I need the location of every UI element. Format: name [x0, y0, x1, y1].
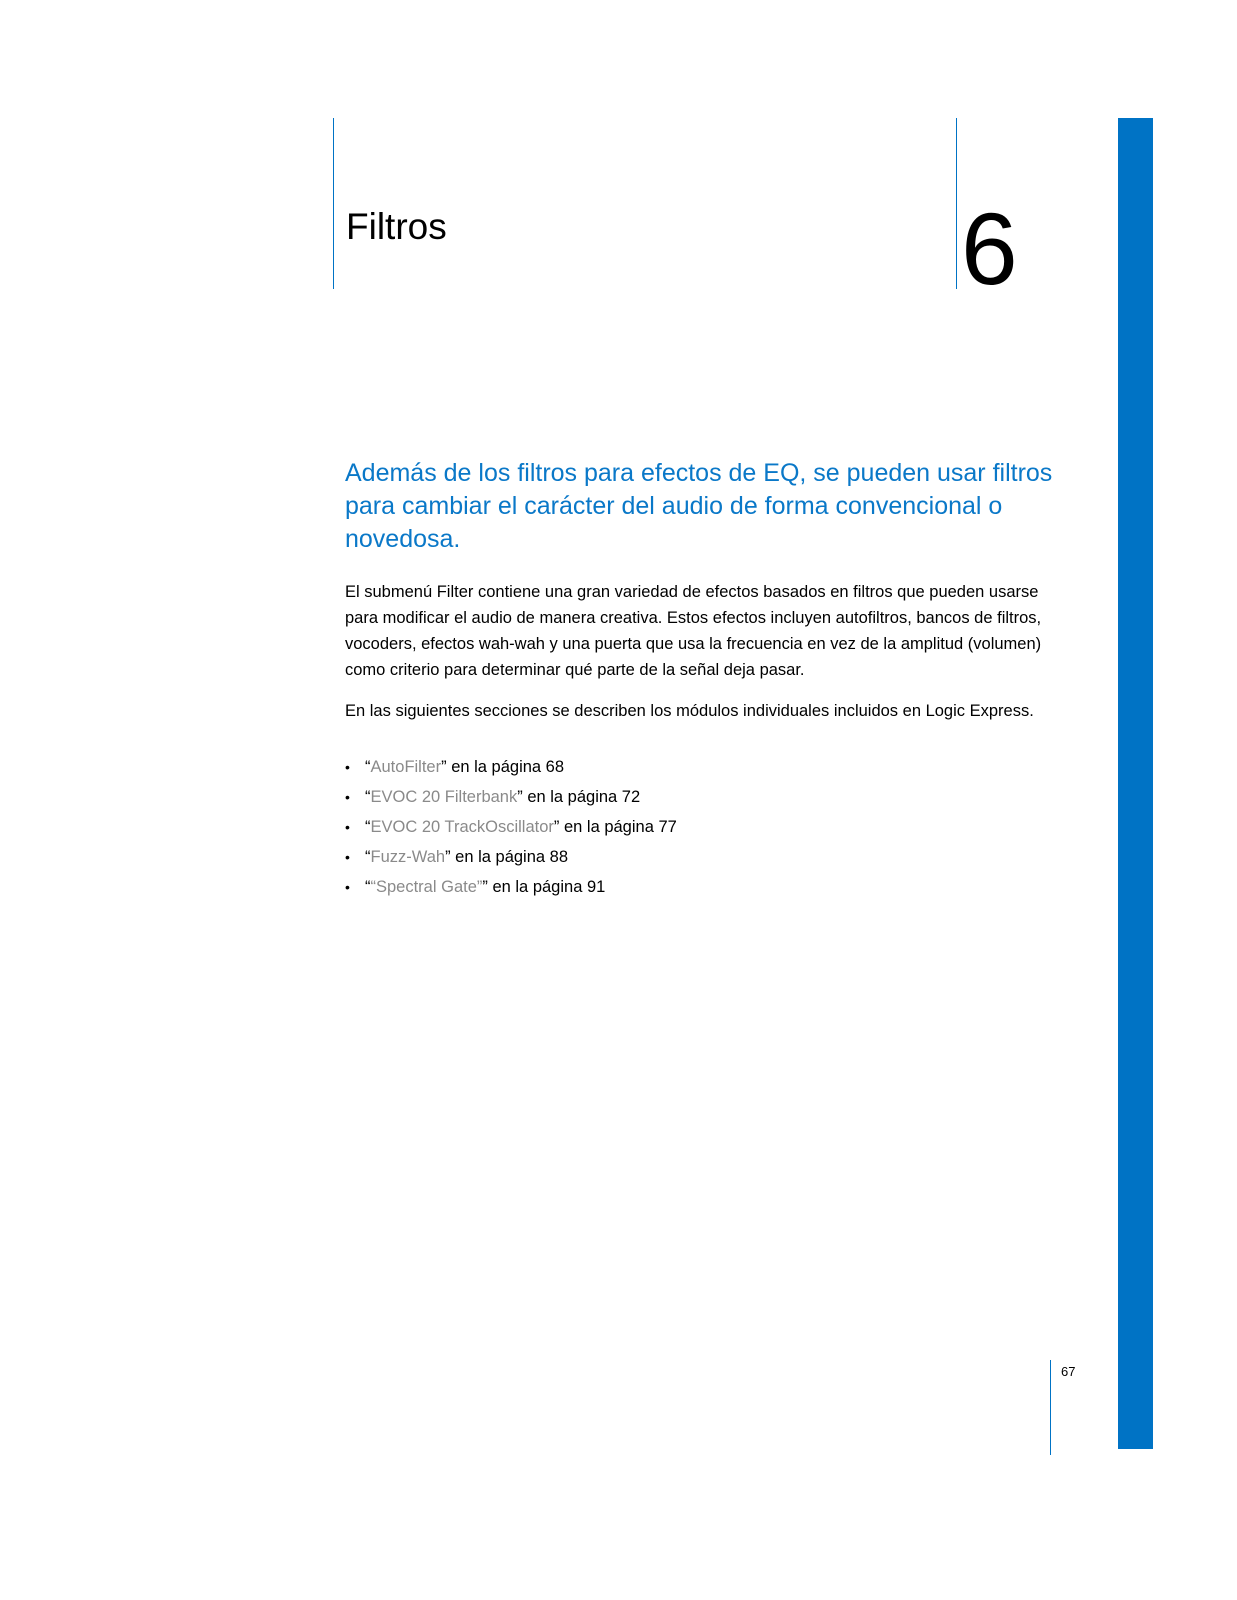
page-reference: ” en la página 77: [553, 818, 677, 836]
bullet-icon: •: [345, 879, 350, 895]
list-item: [345, 752, 677, 782]
link-evoc-20-trackoscillator[interactable]: EVOC 20 TrackOscillator: [370, 818, 554, 836]
link-autofilter[interactable]: AutoFilter: [370, 758, 442, 776]
body-paragraph: El submenú Filter contiene una gran variedad de efectos basados en filtros que pueden usarse para modificar el audio de manera creativa. Estos efectos incluyen autofiltros, bancos de filtros, vocoders, efectos wah-wah y una puerta que usa la frecuencia en vez de la amplitud (volumen) como criterio para determinar qué parte de la señal deja pasar.: [345, 583, 1042, 679]
link-spectral-gate[interactable]: “Spectral Gate”: [370, 878, 483, 896]
page-reference: ” en la página 68: [441, 758, 565, 776]
bullet-icon: •: [345, 759, 350, 775]
chapter-intro: Además de los filtros para efectos de EQ, se pueden usar filtros para cambiar el carácter del audio de forma convencional o novedosa.: [345, 459, 1053, 553]
open-quote: “: [365, 878, 371, 896]
chapter-number-rule: [956, 118, 957, 289]
page-reference: ” en la página 91: [482, 878, 606, 896]
chapter-number: 6: [961, 192, 1018, 306]
bullet-icon: •: [345, 789, 350, 805]
chapter-title: Filtros: [346, 206, 447, 247]
page-reference: ” en la página 88: [445, 848, 569, 866]
bullet-icon: •: [345, 819, 350, 835]
list-item: [345, 872, 677, 902]
link-fuzz-wah[interactable]: Fuzz-Wah: [370, 848, 446, 866]
bullet-icon: •: [345, 849, 350, 865]
list-item: [345, 812, 677, 842]
page-reference: ” en la página 72: [517, 788, 641, 806]
open-quote: “: [365, 818, 371, 836]
title-rule: [333, 118, 334, 289]
open-quote: “: [365, 758, 371, 776]
page-number: 67: [1061, 1364, 1076, 1379]
open-quote: “: [365, 788, 371, 806]
chapter-side-bar: [1118, 118, 1153, 1449]
body-paragraph: En las siguientes secciones se describen los módulos individuales incluidos en Logic Express.: [345, 702, 1034, 720]
footer-rule: [1050, 1360, 1051, 1455]
list-item: [345, 782, 677, 812]
link-evoc-20-filterbank[interactable]: EVOC 20 Filterbank: [370, 788, 518, 806]
open-quote: “: [365, 848, 371, 866]
list-item: [345, 842, 677, 872]
section-link-list: [345, 752, 677, 902]
